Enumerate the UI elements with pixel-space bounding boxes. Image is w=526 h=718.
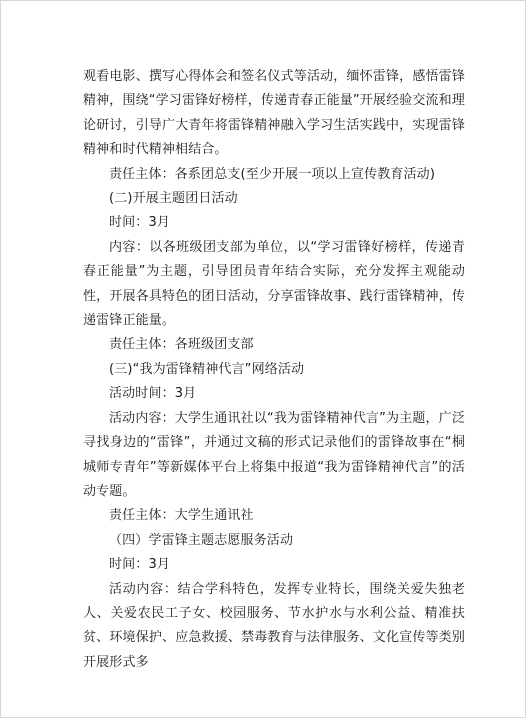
paragraph-content-4: 活动内容：结合学科特色，发挥专业特长，围绕关爱失独老人、关爱农民工子女、校园服务、节水护水与水利公益、精准扶贫、环境保护、应急救援、禁毒教育与法律服务、文化宣传等类别开展形式多 <box>83 581 465 670</box>
paragraph-time-3: 活动时间：3月 <box>109 386 197 402</box>
paragraph-activities-continued: 观看电影、撰写心得体会和签名仪式等活动，缅怀雷锋，感悟雷锋精神，围绕“学习雷锋好榜样，传递青春正能量”开展经验交流和理论研讨，引导广大青年将雷锋精神融入学习生活实践中，实现雷锋精神和时代精神相结合。 <box>83 69 465 158</box>
section-heading-3: (三)“我为雷锋精神代言”网络活动 <box>109 361 305 377</box>
paragraph-time-2: 时间：3月 <box>109 215 171 231</box>
paragraph-responsible-party-1: 责任主体：各系团总支(至少开展一项以上宣传教育活动) <box>109 166 436 182</box>
paragraph-content-3: 活动内容：大学生通讯社以“我为雷锋精神代言”为主题，广泛寻找身边的“雷锋”，并通过文稿的形式记录他们的雷锋故事在“桐城师专青年”等新媒体平台上将集中报道“我为雷锋精神代言”的活动专题。 <box>83 410 465 499</box>
section-heading-2: (二)开展主题团日活动 <box>109 191 238 207</box>
section-heading-4: （四）学雷锋主题志愿服务活动 <box>109 532 294 548</box>
paragraph-time-4: 时间：3月 <box>109 557 171 573</box>
document-body <box>83 65 465 675</box>
paragraph-responsible-party-3: 责任主体：大学生通讯社 <box>109 508 254 524</box>
paragraph-responsible-party-2: 责任主体：各班级团支部 <box>109 337 254 353</box>
paragraph-content-2: 内容：以各班级团支部为单位，以“学习雷锋好榜样，传递青春正能量”为主题，引导团员青年结合实际，充分发挥主观能动性，开展各具特色的团日活动，分享雷锋故事、践行雷锋精神，传递雷锋正能量。 <box>83 239 465 329</box>
